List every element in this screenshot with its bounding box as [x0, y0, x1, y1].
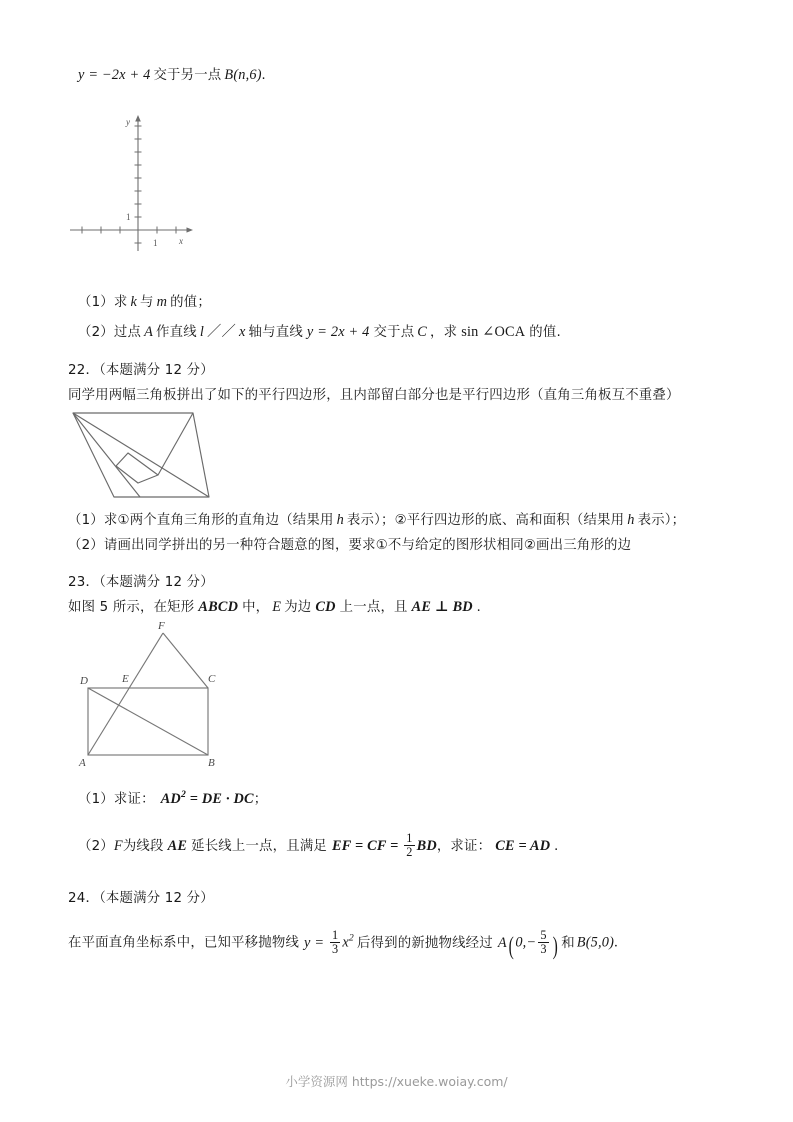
q22-p1-pre: （1）求①两个直角三角形的直角边（结果用	[68, 513, 334, 528]
q23-p2-frac-num: 1	[406, 831, 413, 845]
q21-p1-and: 与	[140, 295, 154, 310]
rectangle-svg	[78, 622, 228, 767]
q21-p2-C: C	[417, 324, 428, 340]
q23-p2-fraction	[404, 832, 414, 860]
q24-point-A-fraction	[538, 929, 548, 957]
q22-p1-end: 表示）；	[637, 513, 686, 528]
q23-stem-abcd: ABCD	[198, 599, 239, 615]
q22-p1-h1: h	[336, 512, 344, 528]
q21-p1-verb: 求	[113, 295, 128, 310]
q21-p2-sin: sin ∠OCA	[461, 324, 526, 340]
intro-period: .	[261, 67, 266, 83]
q24-stem-period: .	[614, 934, 618, 951]
q23-p2-efcf: EF = CF =	[332, 837, 403, 854]
label-A: A	[79, 757, 86, 769]
q21-part1	[78, 292, 211, 313]
q24-frac-den: 3	[332, 941, 339, 956]
q24-frac-num: 1	[332, 927, 339, 942]
figure-rectangle-abcd	[78, 622, 228, 767]
label-E: E	[122, 673, 129, 685]
y-axis-arrow	[135, 115, 141, 122]
intro-line	[78, 65, 266, 86]
q23-heading	[68, 572, 214, 593]
q22-stem-text: 同学用两幅三角板拼出了如下的平行四边形，且内部留白部分也是平行四边形（直角三角板互不重叠）	[68, 388, 680, 403]
q21-p2-t4: 交于点	[373, 325, 415, 340]
q24-stem-t2: 后得到的新抛物线经过	[356, 935, 493, 951]
q21-p1-m: m	[156, 294, 168, 310]
q23-p2-num: （2）	[78, 838, 114, 854]
label-F: F	[158, 620, 165, 632]
q24-point-B: B(5,0)	[576, 934, 615, 951]
q23-p2-ae: AE	[167, 837, 188, 854]
q22-p2-text: （2）请画出同学拼出的另一种符合题意的图，要求①不与给定的图形状相同②画出三角形的边	[68, 538, 632, 553]
q23-p2-t2: 延长线上一点，且满足	[191, 838, 328, 854]
q23-stem-t3: 为边	[284, 600, 312, 615]
q21-p2-A: A	[144, 324, 154, 340]
inner-parallelogram	[116, 453, 158, 483]
q24-stem	[68, 928, 618, 966]
q21-p1-tail: 的值；	[170, 295, 211, 310]
q22-heading-text: 22．（本题满分 12 分）	[68, 363, 214, 378]
q23-stem-t2: 中，	[242, 600, 270, 615]
q23-p2-frac-den: 2	[406, 845, 413, 860]
q24-stem-t1: 在平面直角坐标系中，已知平移抛物线	[68, 935, 300, 951]
q22-part2	[68, 535, 631, 556]
q23-stem	[68, 597, 481, 618]
q21-p1-num: （1）	[78, 295, 114, 310]
q21-p2-t1: 过点	[113, 325, 142, 340]
parallelogram-svg	[62, 404, 222, 504]
q21-p2-t3: 轴与直线	[248, 325, 303, 340]
q24-A-frac-den: 3	[540, 941, 547, 956]
q22-heading	[68, 360, 214, 381]
q24-fraction-one-third	[330, 929, 340, 957]
q23-stem-E: E	[272, 599, 282, 615]
q23-p2-F: F	[113, 837, 123, 854]
q23-p2-ce-ad: CE = AD	[495, 837, 551, 854]
axes-svg	[62, 108, 212, 258]
label-C: C	[208, 673, 216, 685]
y-tick-label-1: 1	[126, 212, 131, 222]
q23-p2-bd: BD	[416, 837, 437, 854]
q24-stem-t3: 和	[561, 935, 575, 951]
watermark-text: 小学资源网 https://xueke.woiay.com/	[285, 1074, 508, 1089]
q24-point-A-x: 0,−	[515, 934, 537, 951]
diagonal-db	[88, 688, 208, 755]
label-D: D	[80, 675, 88, 687]
q21-part2	[78, 322, 561, 343]
q23-p1-exponent: 2	[180, 789, 187, 800]
q23-part1	[78, 788, 267, 810]
q24-stem-y: y =	[304, 934, 328, 951]
q24-stem-x: x	[342, 934, 349, 951]
q24-paren-close: )	[552, 933, 558, 960]
figure-coordinate-axes	[62, 108, 212, 258]
q23-p2-period: .	[554, 837, 559, 854]
intro-point-b: B(n,6)	[224, 67, 262, 83]
q23-stem-ae-bd: AE ⊥ BD	[411, 599, 473, 615]
q24-paren-open: (	[508, 933, 514, 960]
q22-part1	[68, 510, 685, 531]
q23-stem-t4: 上一点，且	[339, 600, 408, 615]
q22-p1-h2: h	[627, 512, 635, 528]
watermark	[0, 1072, 793, 1090]
q21-p2-equation: y = 2x + 4	[306, 324, 370, 340]
q21-p2-l: l	[199, 324, 204, 340]
q23-p1-ad: AD	[160, 790, 181, 807]
q21-p2-x: x	[239, 324, 246, 340]
q23-p1-pre: （1）求证：	[78, 791, 155, 807]
q23-stem-cd: CD	[315, 599, 336, 615]
q21-p2-t6: 的值.	[529, 325, 561, 340]
q23-heading-text: 23．（本题满分 12 分）	[68, 575, 214, 590]
q21-p2-t5: ，求	[430, 325, 458, 340]
q23-stem-period: .	[476, 599, 481, 615]
figure-parallelogram-tangram	[62, 404, 222, 504]
y-axis-label: y	[126, 117, 130, 127]
q23-p2-t3: ，求证：	[436, 838, 492, 854]
q24-point-A: A	[497, 934, 507, 951]
line-fc	[163, 633, 208, 688]
x-axis-arrow	[187, 227, 194, 232]
q24-heading-text: 24．（本题满分 12 分）	[68, 891, 214, 906]
q23-p1-eq: = DE · DC	[186, 790, 254, 807]
q23-stem-t1: 如图 5 所示，在矩形	[68, 600, 195, 615]
q21-p1-k: k	[130, 294, 138, 310]
q23-part2	[78, 832, 558, 860]
intro-equation: y = −2x + 4	[78, 67, 151, 83]
q24-A-frac-num: 5	[540, 927, 547, 942]
q21-p2-num: （2）	[78, 325, 114, 340]
right-triangle-edge	[158, 413, 193, 475]
q21-p2-t2: 作直线	[156, 325, 197, 340]
q23-p1-end: ；	[253, 791, 268, 807]
label-B: B	[208, 757, 215, 769]
q24-stem-x-exponent: 2	[348, 932, 354, 944]
q23-p2-t1: 为线段	[122, 838, 164, 854]
x-axis-label: x	[179, 236, 183, 246]
intro-cn-text: 交于另一点	[153, 68, 222, 83]
q21-p2-parallel: ／／	[207, 324, 236, 340]
q24-heading	[68, 888, 214, 909]
x-tick-label-1: 1	[153, 238, 158, 248]
q22-p1-mid: 表示）；②平行四边形的底、高和面积（结果用	[346, 513, 625, 528]
